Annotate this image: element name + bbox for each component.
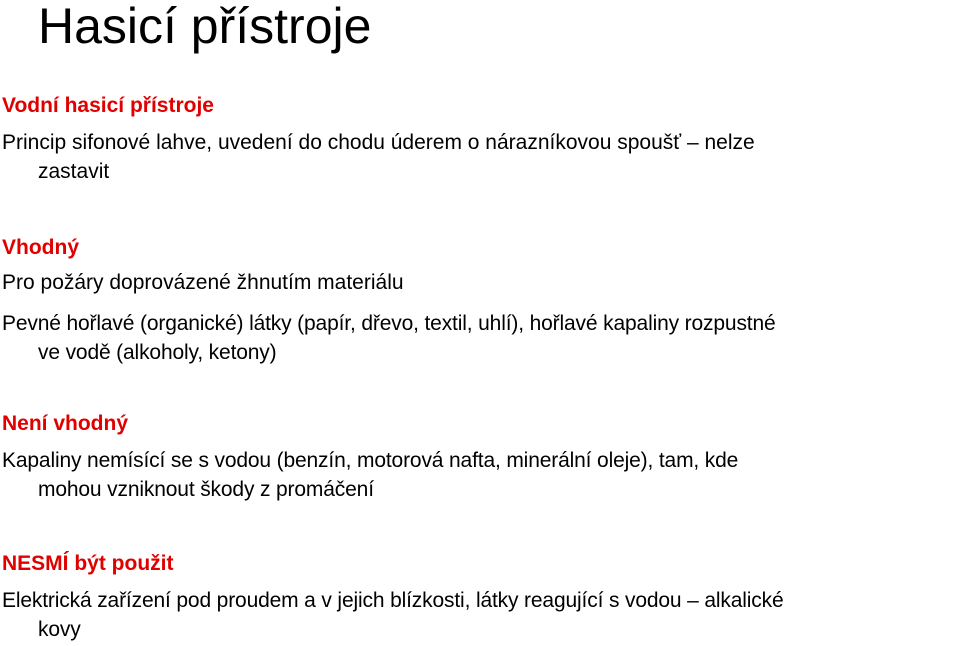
paragraph-suitable-fires: [2, 268, 960, 297]
paragraph-water-principle: [2, 128, 960, 186]
paragraph-line: Princip sifonové lahve, uvedení do chodu úderem o nárazníkovou spoušť – nelze: [2, 131, 755, 154]
section-heading-water: Vodní hasicí přístroje: [2, 94, 214, 117]
paragraph-unsuitable: [2, 446, 960, 504]
paragraph-line: kovy: [38, 618, 81, 641]
paragraph-line: mohou vzniknout škody z promáčení: [38, 478, 374, 501]
paragraph-line: Elektrická zařízení pod proudem a v jejich blízkosti, látky reagující s vodou – alkalické: [2, 589, 784, 612]
paragraph-line: ve vodě (alkoholy, ketony): [38, 341, 277, 364]
page-title: Hasicí přístroje: [38, 0, 372, 54]
paragraph-line: zastavit: [38, 160, 110, 183]
paragraph-line: Pro požáry doprovázené žhnutím materiálu: [2, 271, 404, 294]
section-heading-suitable: Vhodný: [2, 236, 79, 259]
paragraph-forbidden: [2, 586, 960, 644]
section-heading-forbidden: NESMÍ být použit: [2, 552, 174, 575]
paragraph-line: Pevné hořlavé (organické) látky (papír, dřevo, textil, uhlí), hořlavé kapaliny rozpustné: [2, 312, 776, 335]
paragraph-line: Kapaliny nemísící se s vodou (benzín, motorová nafta, minerální oleje), tam, kde: [2, 449, 739, 472]
section-heading-unsuitable: Není vhodný: [2, 412, 129, 435]
paragraph-suitable-materials: [2, 309, 960, 367]
